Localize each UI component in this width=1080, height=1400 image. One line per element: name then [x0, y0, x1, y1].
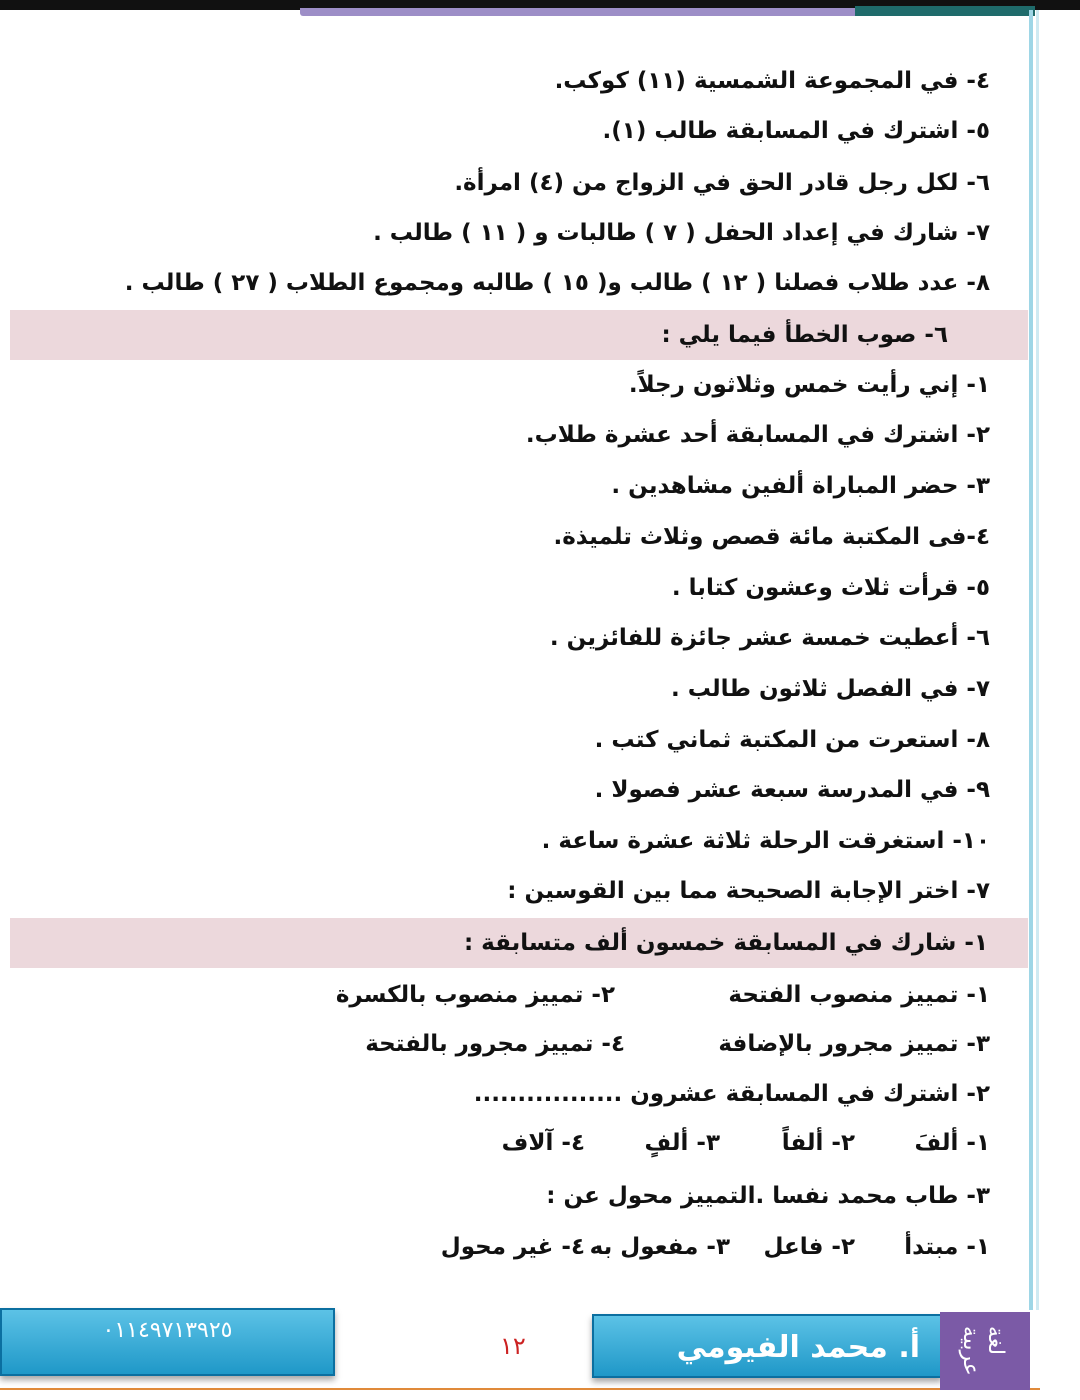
subject-logo-text: لغة عربية	[958, 1326, 1008, 1376]
s7-q1-text: ١- شارك في المسابقة خمسون ألف متسابقة :	[463, 930, 988, 956]
s6-item-1: ١- إني رأيت خمس وثلاثون رجلاً.	[628, 372, 990, 398]
s7-q1-option-1: ١- تمييز منصوب الفتحة	[728, 982, 990, 1008]
s6-item-2: ٢- اشترك في المسابقة أحد عشرة طلاب.	[525, 422, 990, 448]
s6-item-10: ١٠- استغرقت الرحلة ثلاثة عشرة ساعة .	[541, 828, 990, 854]
s7-q3-option-2: ٢- فاعل	[763, 1234, 855, 1260]
right-border-rail-inner	[1036, 10, 1039, 1310]
top-accent-purple	[300, 8, 860, 16]
footer-teacher-box	[592, 1314, 942, 1378]
s7-q3-option-4: ٤- غير محول	[440, 1234, 585, 1260]
prev-item-5: ٥- اشترك في المسابقة طالب (١).	[602, 118, 990, 144]
s6-item-3: ٣- حضر المباراة ألفين مشاهدين .	[611, 473, 990, 499]
s7-q1-option-2: ٢- تمييز منصوب بالكسرة	[335, 982, 615, 1008]
prev-item-8: ٨- عدد طلاب فصلنا ( ١٢ ) طالب و( ١٥ ) طالبه ومجموع الطلاب ( ٢٧ ) طالب .	[124, 270, 990, 296]
s7-q2-option-3: ٣- ألفٍ	[644, 1130, 720, 1156]
page-number: ١٢	[500, 1332, 526, 1360]
s6-item-8: ٨- استعرت من المكتبة ثماني كتب .	[594, 727, 990, 753]
footer-phone-number: ٠١١٤٩٧١٣٩٢٥	[102, 1318, 233, 1343]
footer-divider	[0, 1388, 1040, 1390]
top-accent-teal	[855, 6, 1035, 16]
s7-q3-option-3: ٣- مفعول به	[589, 1234, 730, 1260]
section7-q1-band	[10, 918, 1028, 968]
s6-item-5: ٥- قرأت ثلاث وعشون كتابا .	[671, 575, 990, 601]
s6-item-9: ٩- في المدرسة سبعة عشر فصولا .	[594, 777, 990, 803]
prev-item-7: ٧- شارك في إعداد الحفل ( ٧ ) طالبات و ( ١١ ) طالب .	[373, 220, 990, 246]
s6-item-6: ٦- أعطيت خمسة عشر جائزة للفائزين .	[549, 625, 990, 651]
s6-item-7: ٧- في الفصل ثلاثون طالب .	[670, 676, 990, 702]
s7-q2-option-1: ١- ألفَ	[914, 1130, 990, 1156]
right-border-rail	[1029, 10, 1033, 1310]
subject-logo	[940, 1312, 1030, 1390]
s7-q3-option-1: ١- مبتدأ	[904, 1234, 990, 1260]
s7-q1-option-3: ٣- تمييز مجرور بالإضافة	[718, 1031, 990, 1057]
footer-phone-box	[0, 1308, 335, 1376]
s7-q1-option-4: ٤- تمييز مجرور بالفتحة	[365, 1031, 625, 1057]
s6-item-4: ٤-فى المكتبة مائة قصص وثلاث تلميذة.	[553, 524, 990, 550]
top-decorative-bar	[0, 0, 1080, 10]
s7-q3-text: ٣- طاب محمد نفسا .التمييز محول عن :	[546, 1183, 990, 1209]
section6-header-band	[10, 310, 1028, 360]
teacher-name: أ. محمد الفيومي	[676, 1330, 920, 1365]
section6-title: ٦- صوب الخطأ فيما يلي :	[661, 322, 948, 348]
s7-q2-option-2: ٢- ألفاً	[781, 1130, 855, 1156]
section7-title: ٧- اختر الإجابة الصحيحة مما بين القوسين :	[507, 878, 990, 904]
s7-q2-text: ٢- اشترك في المسابقة عشرون .................	[473, 1081, 990, 1107]
s7-q2-option-4: ٤- آلاف	[501, 1130, 585, 1156]
prev-item-6: ٦- لكل رجل قادر الحق في الزواج من (٤) امرأة.	[454, 170, 990, 196]
prev-item-4: ٤- في المجموعة الشمسية (١١) كوكب.	[554, 68, 990, 94]
